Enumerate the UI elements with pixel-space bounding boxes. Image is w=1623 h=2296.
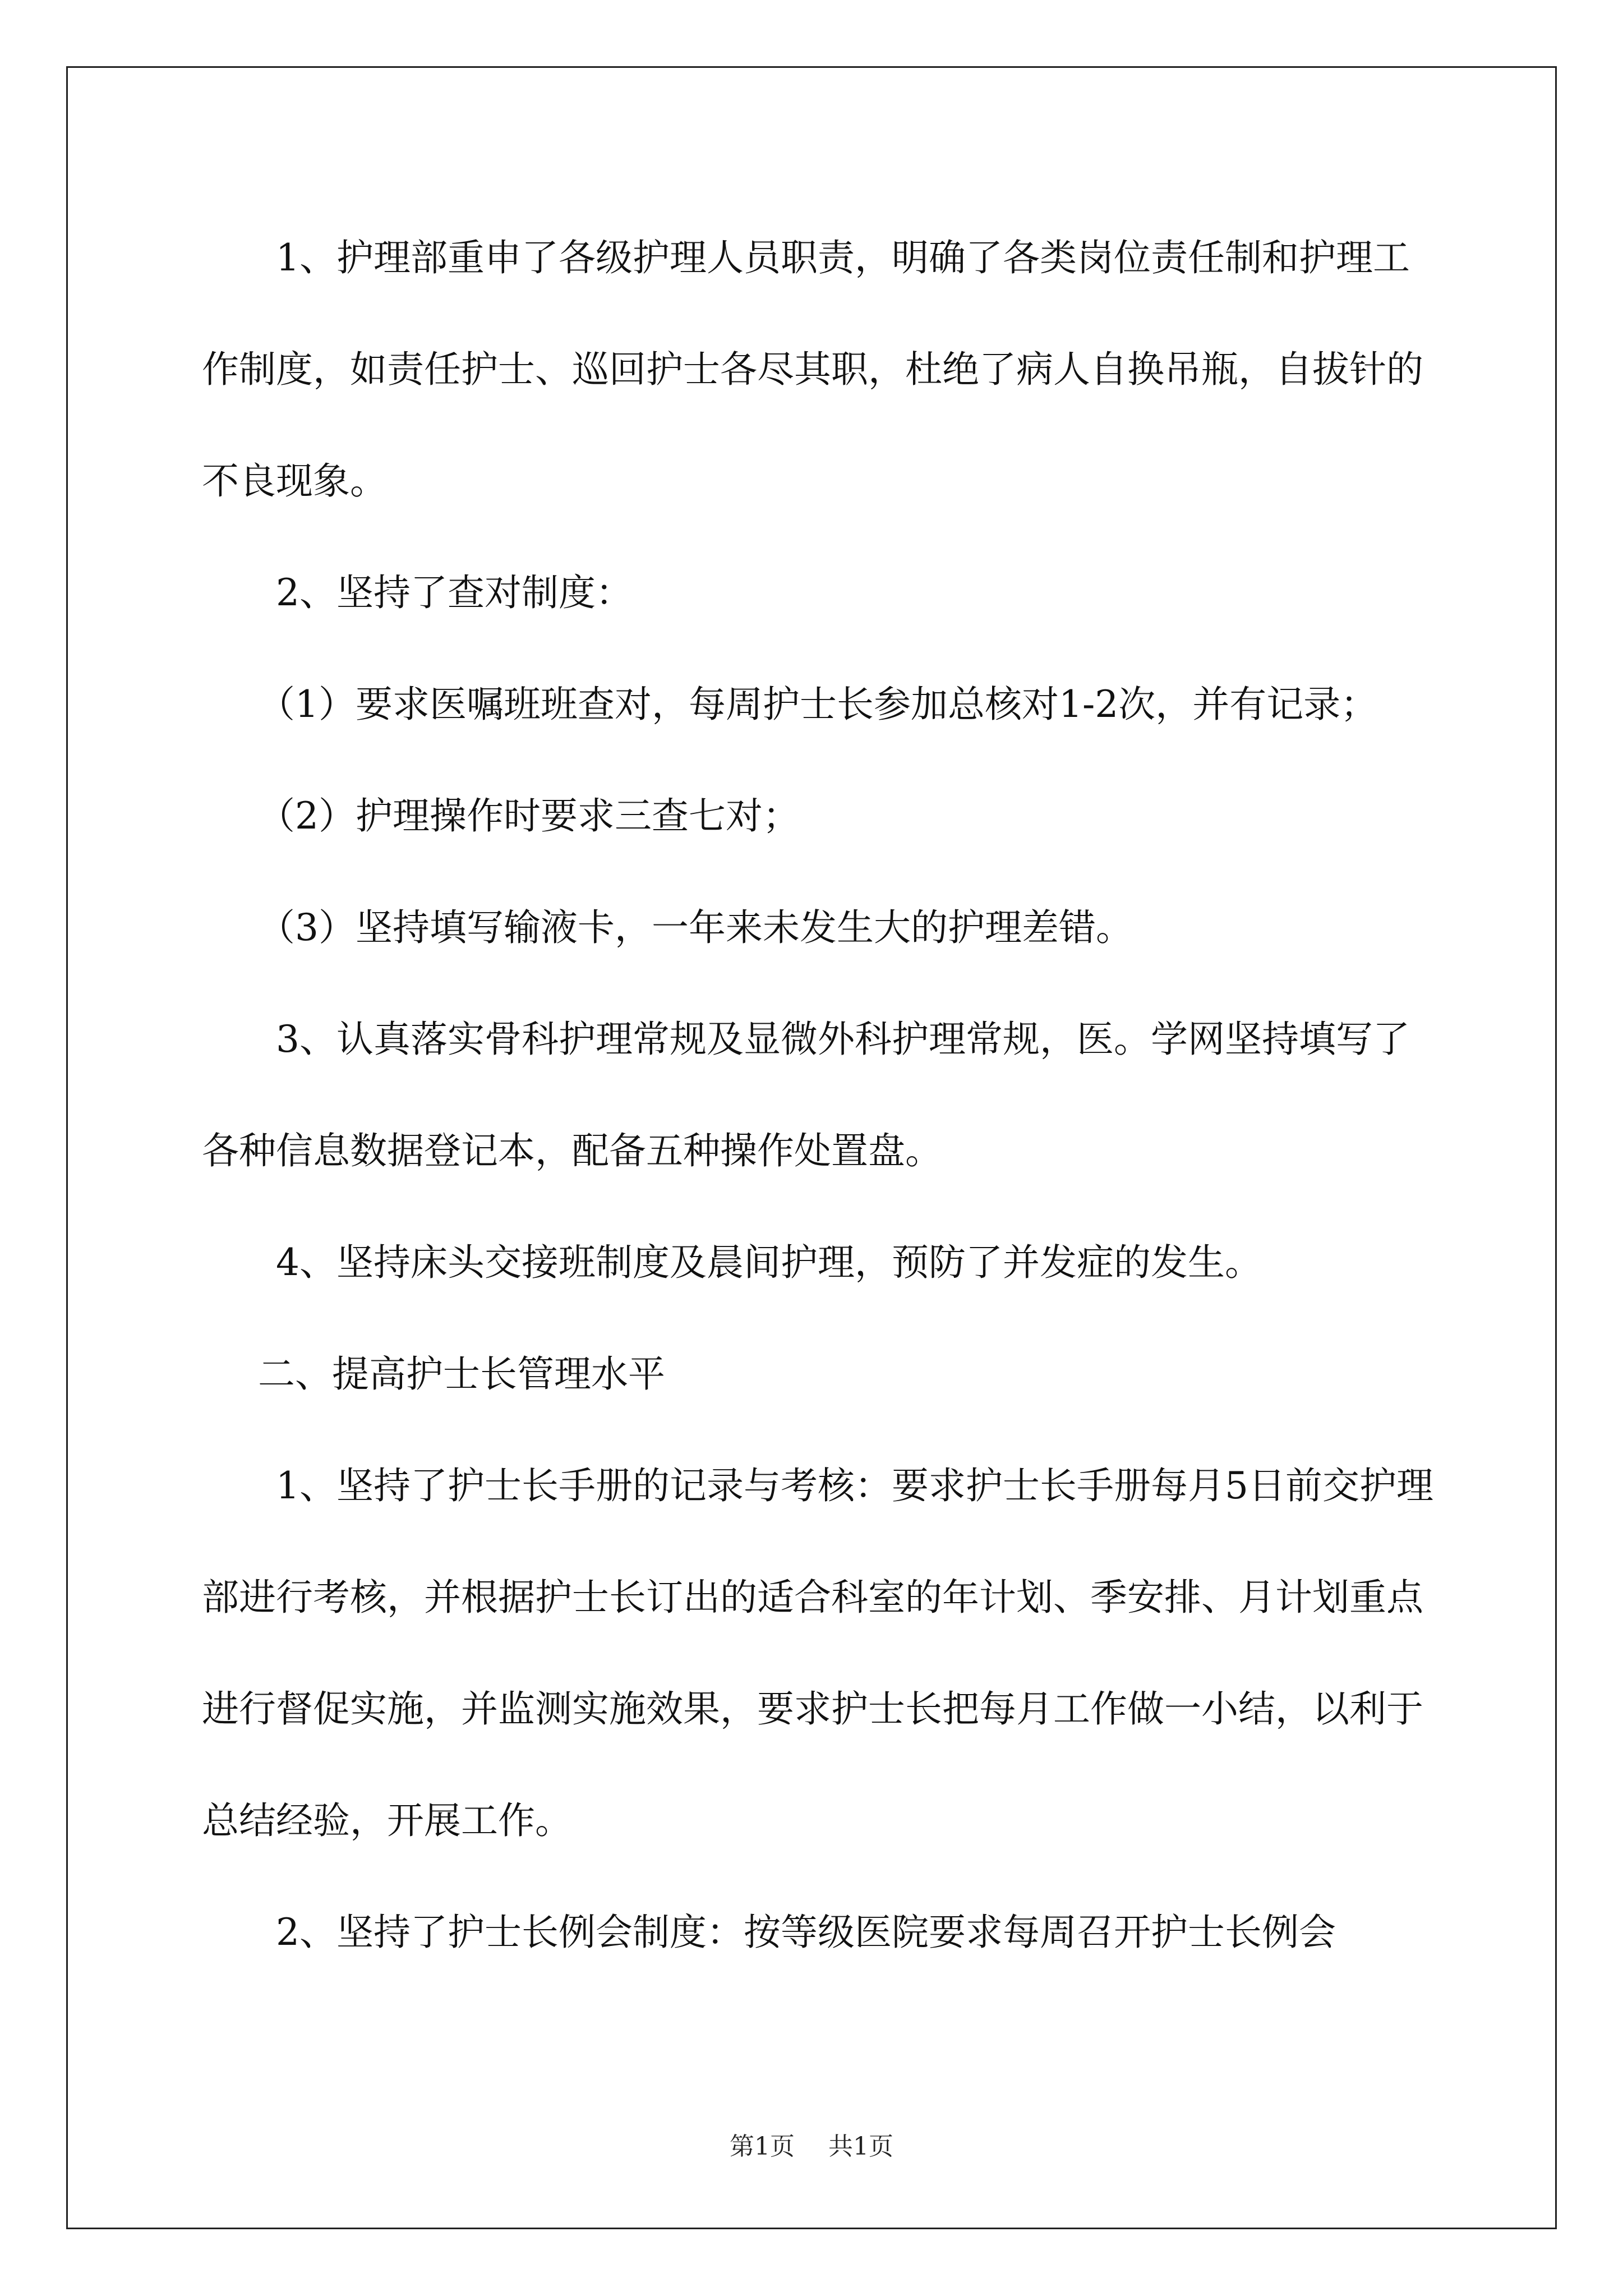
paragraph: （1）要求医嘱班班查对，每周护士长参加总核对1-2次，并有记录；: [258, 683, 1378, 726]
paragraph: 1、坚持了护士长手册的记录与考核：要求护士长手册每月5日前交护理部进行考核，并根据护士长订出的适合科室的年计划、季安排、月计划重点进行督促实施，并监测实施效果，要求护士长把每月工作做一小结，以利于总结经验，开展工作。: [202, 1464, 1433, 1842]
paragraph: 4、坚持床头交接班制度及晨间护理，预防了并发症的发生。: [276, 1241, 1262, 1284]
page-number: 第1页: [730, 2132, 795, 2161]
paragraph: 3、认真落实骨科护理常规及显微外科护理常规，医。学网坚持填写了各种信息数据登记本，配备五种操作处置盘。: [202, 1018, 1410, 1172]
page-footer: [0, 2126, 1623, 2162]
document-body: [202, 202, 1436, 1988]
section-heading: 二、提高护士长管理水平: [258, 1352, 665, 1396]
paragraph: 1、护理部重申了各级护理人员职责，明确了各类岗位责任制和护理工作制度，如责任护士、巡回护士各尽其职，杜绝了病人自换吊瓶，自拔针的不良现象。: [202, 236, 1423, 503]
paragraph: 2、坚持了护士长例会制度：按等级医院要求每周召开护士长例会: [276, 1911, 1336, 1954]
page-total: 共1页: [828, 2132, 893, 2161]
paragraph: （2）护理操作时要求三查七对；: [258, 794, 800, 838]
paragraph: （3）坚持填写输液卡，一年来未发生大的护理差错。: [258, 906, 1133, 949]
paragraph: 2、坚持了查对制度：: [276, 571, 633, 614]
